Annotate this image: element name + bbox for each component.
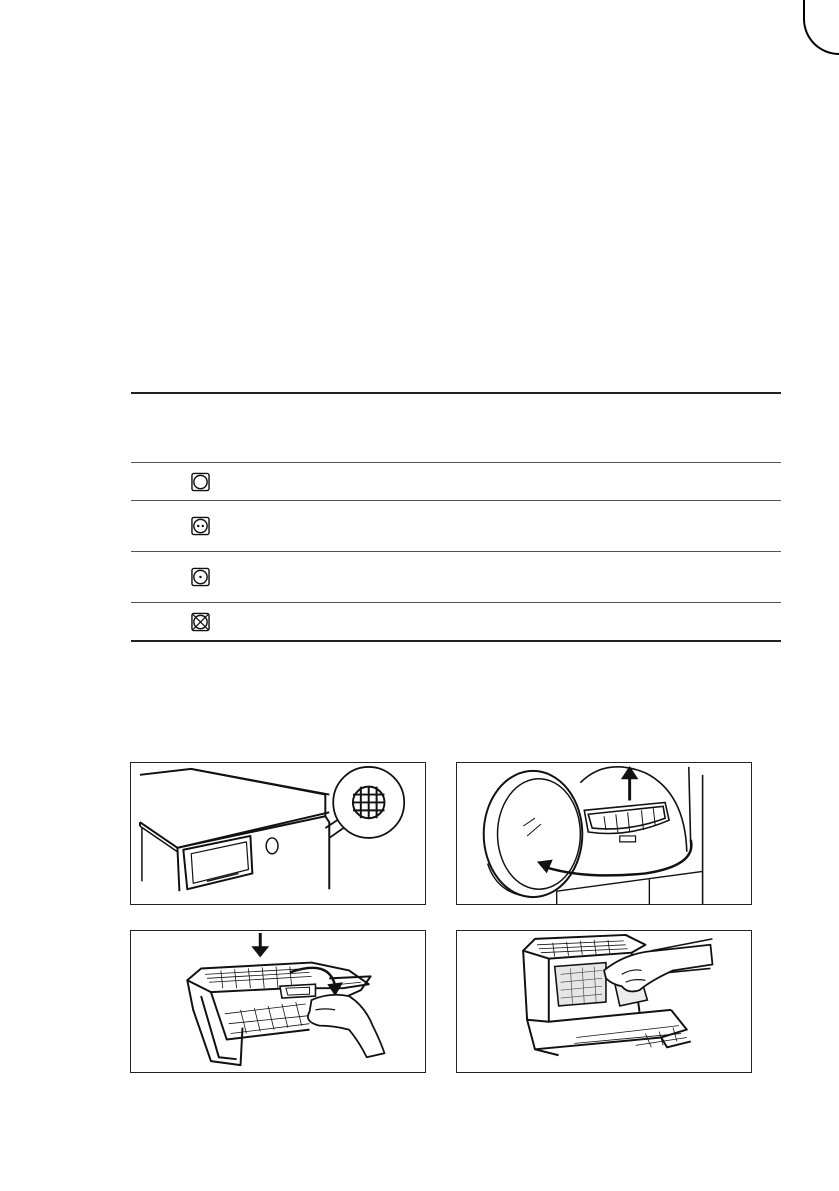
tumble-dry-symbol-icon [191, 472, 210, 491]
table-row [131, 463, 781, 501]
table-header-row [131, 394, 781, 463]
open-filter-illustration [130, 930, 426, 1073]
open-door-drawing [457, 763, 751, 904]
dryer-top-drawing [131, 763, 425, 904]
table-row [131, 501, 781, 552]
tumble-dry-normal-heat-icon [191, 517, 210, 536]
clean-filter-drawing [457, 931, 751, 1072]
do-not-tumble-dry-icon [191, 612, 210, 631]
remove-filter-from-door-illustration [456, 762, 752, 905]
table-row [131, 552, 781, 603]
clean-filter-illustration [456, 930, 752, 1073]
care-symbols-table [131, 392, 781, 642]
tumble-dry-low-heat-icon [191, 568, 210, 587]
table-row [131, 603, 781, 640]
open-filter-drawing [131, 931, 425, 1072]
dryer-filter-indicator-illustration [130, 762, 426, 905]
page-corner-tab [803, 0, 839, 55]
